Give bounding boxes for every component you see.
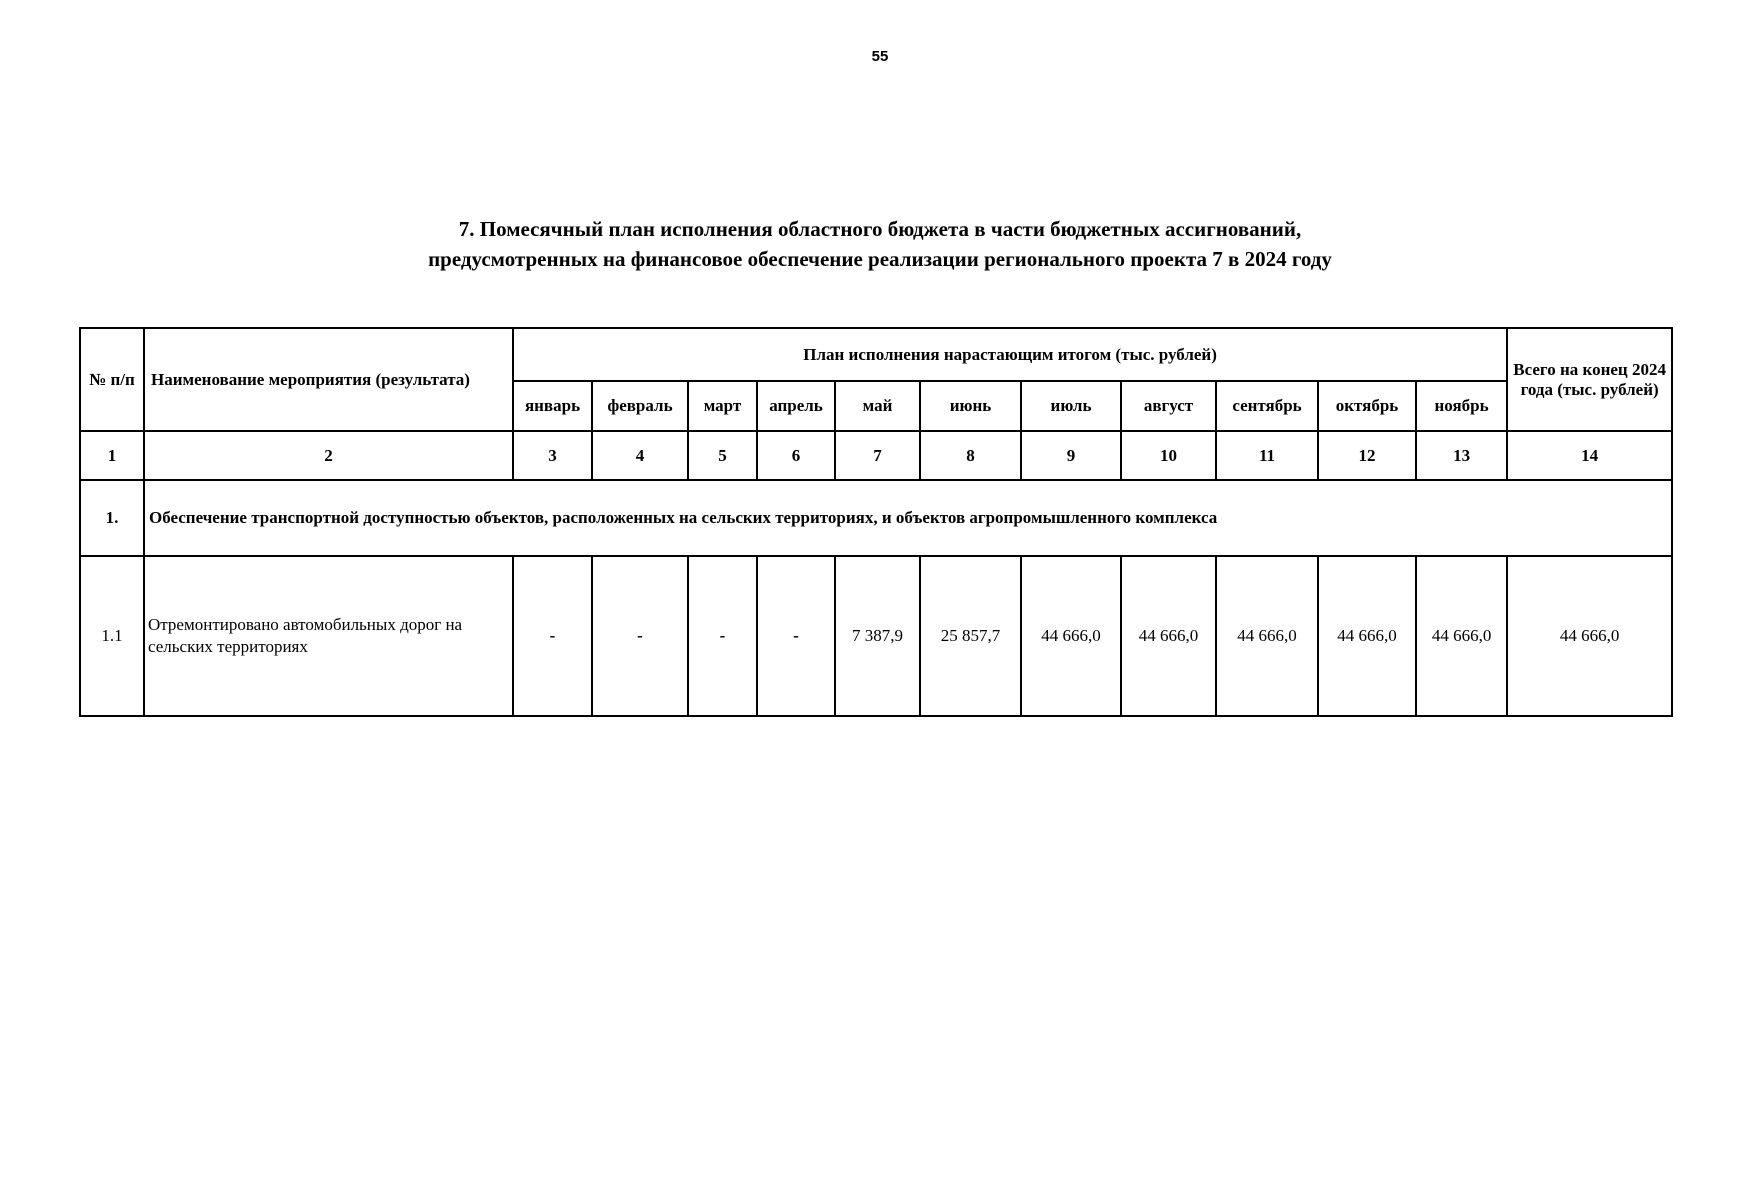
title-line-2: предусмотренных на финансовое обеспечение реализации регионального проекта 7 в 2024 году xyxy=(428,247,1332,271)
column-number: 3 xyxy=(513,431,592,480)
row-value-april: - xyxy=(757,556,835,716)
row-value-march: - xyxy=(688,556,757,716)
header-month: февраль xyxy=(592,381,688,431)
header-month: июль xyxy=(1021,381,1121,431)
row-number: 1.1 xyxy=(80,556,144,716)
column-number: 11 xyxy=(1216,431,1318,480)
column-numbers-row xyxy=(80,431,1672,480)
column-number: 13 xyxy=(1416,431,1507,480)
row-name: Отремонтировано автомобильных дорог на сельских территориях xyxy=(144,556,513,716)
column-number: 14 xyxy=(1507,431,1672,480)
header-total: Всего на конец 2024 года (тыс. рублей) xyxy=(1507,328,1672,431)
table-row xyxy=(80,556,1672,716)
header-num: № п/п xyxy=(80,328,144,431)
row-value-november: 44 666,0 xyxy=(1416,556,1507,716)
budget-plan-table xyxy=(79,327,1673,717)
column-number: 9 xyxy=(1021,431,1121,480)
column-number: 12 xyxy=(1318,431,1416,480)
header-month: октябрь xyxy=(1318,381,1416,431)
column-number: 2 xyxy=(144,431,513,480)
column-number: 7 xyxy=(835,431,920,480)
column-number: 1 xyxy=(80,431,144,480)
section-title: Обеспечение транспортной доступностью объектов, расположенных на сельских территориях, и объектов агропромышленного комплекса xyxy=(144,480,1672,556)
header-month: ноябрь xyxy=(1416,381,1507,431)
header-plan-group: План исполнения нарастающим итогом (тыс. рублей) xyxy=(513,328,1507,381)
header-month: январь xyxy=(513,381,592,431)
column-number: 10 xyxy=(1121,431,1216,480)
row-value-october: 44 666,0 xyxy=(1318,556,1416,716)
header-month: сентябрь xyxy=(1216,381,1318,431)
header-name: Наименование мероприятия (результата) xyxy=(144,328,513,431)
row-value-january: - xyxy=(513,556,592,716)
column-number: 4 xyxy=(592,431,688,480)
row-value-may: 7 387,9 xyxy=(835,556,920,716)
row-value-september: 44 666,0 xyxy=(1216,556,1318,716)
header-month: июнь xyxy=(920,381,1021,431)
header-month: август xyxy=(1121,381,1216,431)
column-number: 8 xyxy=(920,431,1021,480)
header-month: апрель xyxy=(757,381,835,431)
title-line-1: 7. Помесячный план исполнения областного бюджета в части бюджетных ассигнований, xyxy=(458,217,1302,241)
section-row xyxy=(80,480,1672,556)
document-title xyxy=(0,214,1760,274)
header-month: май xyxy=(835,381,920,431)
column-number: 6 xyxy=(757,431,835,480)
page-number: 55 xyxy=(871,48,889,65)
row-value-august: 44 666,0 xyxy=(1121,556,1216,716)
row-value-february: - xyxy=(592,556,688,716)
section-number: 1. xyxy=(80,480,144,556)
row-value-july: 44 666,0 xyxy=(1021,556,1121,716)
column-number: 5 xyxy=(688,431,757,480)
header-month: март xyxy=(688,381,757,431)
row-total: 44 666,0 xyxy=(1507,556,1672,716)
row-value-june: 25 857,7 xyxy=(920,556,1021,716)
